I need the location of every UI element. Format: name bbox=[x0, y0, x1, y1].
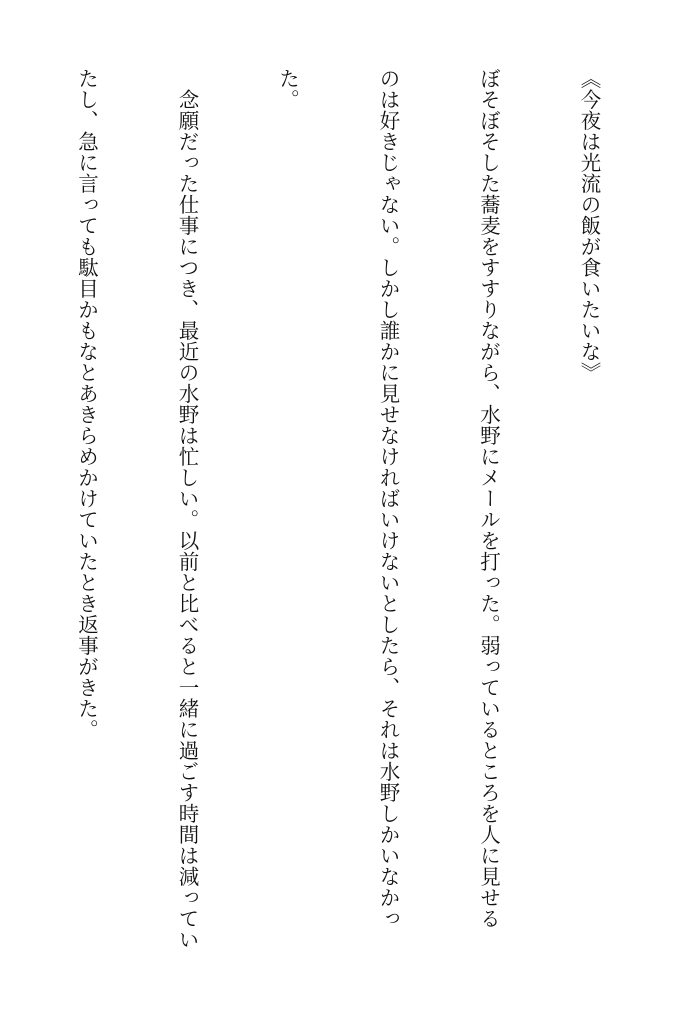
text-line: た。 bbox=[275, 68, 300, 110]
text-line bbox=[0, 68, 2, 968]
vertical-text-block bbox=[22, 68, 672, 968]
text-line: ぼそぼそした蕎麦をすすりながら、水野にメールを打った。弱っているところを人に見せる bbox=[476, 68, 501, 929]
text-line: 念願だった仕事につき、最近の水野は忙しい。以前と比べると一緒に過ごす時間は減ってい bbox=[175, 68, 199, 950]
text-line: たし、急に言っても駄目かもなとあきらめかけていたとき返事がきた。 bbox=[74, 68, 99, 740]
text-line: 《今夜は光流の飯が食いたいな》 bbox=[577, 68, 601, 383]
text-line: のは好きじゃない。しかし誰かに見せなければいけないとしたら、それは水野しかいなかっ bbox=[376, 68, 400, 929]
